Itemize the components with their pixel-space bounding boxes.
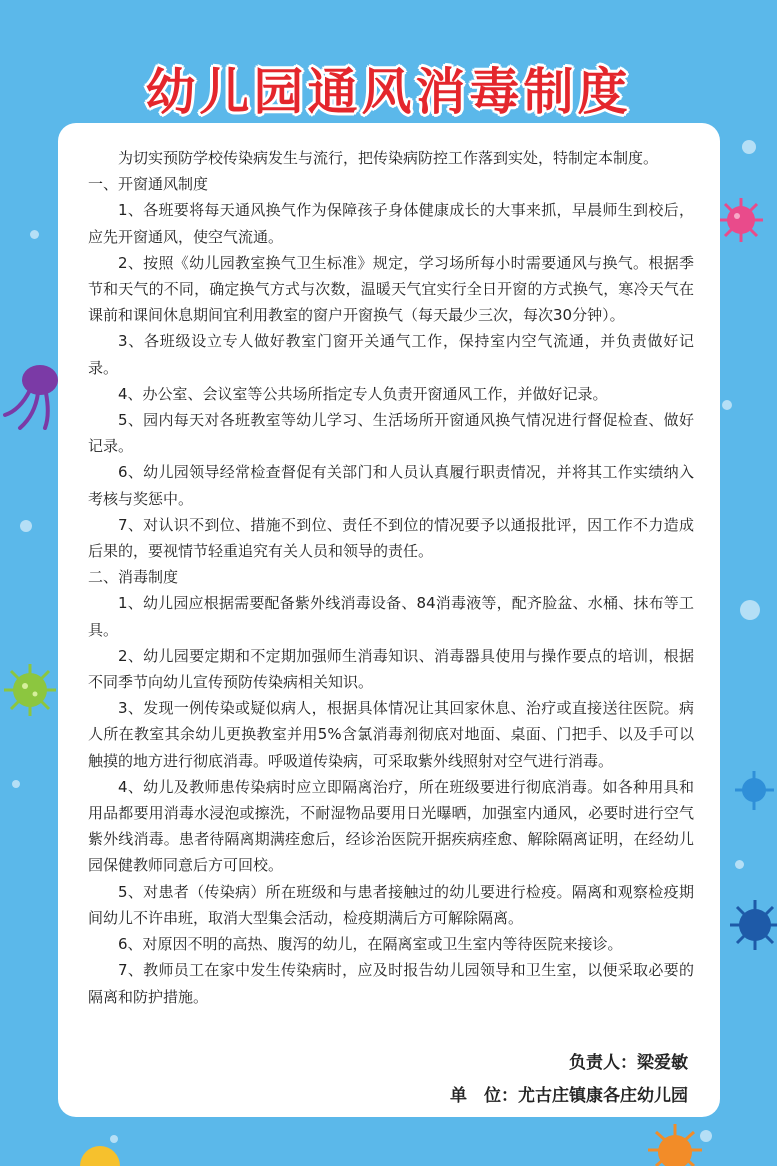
virus-yellow-icon [70, 1140, 130, 1166]
paragraph: 6、对原因不明的高热、腹泻的幼儿，在隔离室或卫生室内等待医院来接诊。 [118, 935, 623, 954]
page-title: 幼儿园通风消毒制度 [145, 63, 632, 121]
paragraph: 3、各班级设立专人做好教室门窗开关通气工作，保持室内空气流通，并负责做好记录。 [88, 332, 694, 377]
paragraph: 7、对认识不到位、措施不到位、责任不到位的情况要予以通报批评，因工作不力造成后果的，要视情节轻重追究有关人员和领导的责任。 [88, 515, 694, 561]
content-card [58, 123, 720, 1117]
paragraph: 1、各班要将每天通风换气作为保障孩子身体健康成长的大事来抓，早晨师生到校后，应先开窗通风，使空气流通。 [88, 201, 694, 246]
paragraph: 4、幼儿及教师患传染病时应立即隔离治疗，所在班级要进行彻底消毒。如各种用具和用品都要用消毒水浸泡或擦洗，不耐湿物品要用日光曝晒，加强室内通风，必要时进行空气紫外线消毒。患者待隔离期满痊愈后，经诊治医院开据疾病痊愈、解除隔离证明，在经幼儿园保健教师同意后方可回校。 [88, 777, 694, 875]
paragraph: 7、教师员工在家中发生传染病时，应及时报告幼儿园领导和卫生室，以便采取必要的隔离和防护措施。 [88, 961, 694, 1006]
virus-orange-icon [640, 1120, 710, 1166]
virus-purple-icon [0, 360, 60, 430]
paragraph: 5、对患者（传染病）所在班级和与患者接触过的幼儿要进行检疫。隔离和观察检疫期间幼儿不许串班，取消大型集会活动，检疫期满后方可解除隔离。 [88, 882, 694, 927]
paragraph: 5、园内每天对各班教室等幼儿学习、生活场所开窗通风换气情况进行督促检查、做好记录。 [88, 411, 694, 456]
unit-name: 单 位：尤古庄镇康各庄幼儿园 [450, 1086, 688, 1106]
paragraph: 1、幼儿园应根据需要配备紫外线消毒设备、84消毒液等，配齐脸盆、水桶、抹布等工具。 [88, 594, 694, 639]
section-heading: 一、开窗通风制度 [88, 175, 209, 194]
paragraph: 2、幼儿园要定期和不定期加强师生消毒知识、消毒器具使用与操作要点的培训，根据不同季节向幼儿宣传预防传染病相关知识。 [88, 646, 694, 692]
virus-green-icon [0, 660, 60, 720]
policy-text [88, 145, 694, 1010]
paragraph: 6、幼儿园领导经常检查督促有关部门和人员认真履行职责情况，并将其工作实绩纳入考核与奖惩中。 [88, 463, 694, 508]
virus-navy-icon [725, 895, 777, 955]
paragraph: 2、按照《幼儿园教室换气卫生标准》规定，学习场所每小时需要通风与换气。根据季节和天气的不同，确定换气方式与次数，温暖天气宜实行全日开窗的方式换气，寒冷天气在课前和课间休息期间宜利用教室的窗户开窗换气（每天最少三次，每次30分钟）。 [88, 253, 694, 325]
virus-blue-icon [732, 768, 777, 813]
responsible-person: 负责人：梁爱敏 [569, 1053, 688, 1073]
paragraph: 4、办公室、会议室等公共场所指定专人负责开窗通风工作，并做好记录。 [118, 384, 608, 403]
section-heading: 二、消毒制度 [88, 568, 179, 587]
paragraph: 3、发现一例传染或疑似病人，根据具体情况让其回家休息、治疗或直接送往医院。病人所在教室其余幼儿更换教室并用5%含氯消毒剂彻底对地面、桌面、门把手、以及手可以触摸的地方进行彻底消毒。呼吸道传染病，可采取紫外线照射对空气进行消毒。 [88, 699, 694, 770]
paragraph: 为切实预防学校传染病发生与流行，把传染病防控工作落到实处，特制定本制度。 [118, 149, 659, 167]
virus-pink-icon [716, 195, 766, 245]
